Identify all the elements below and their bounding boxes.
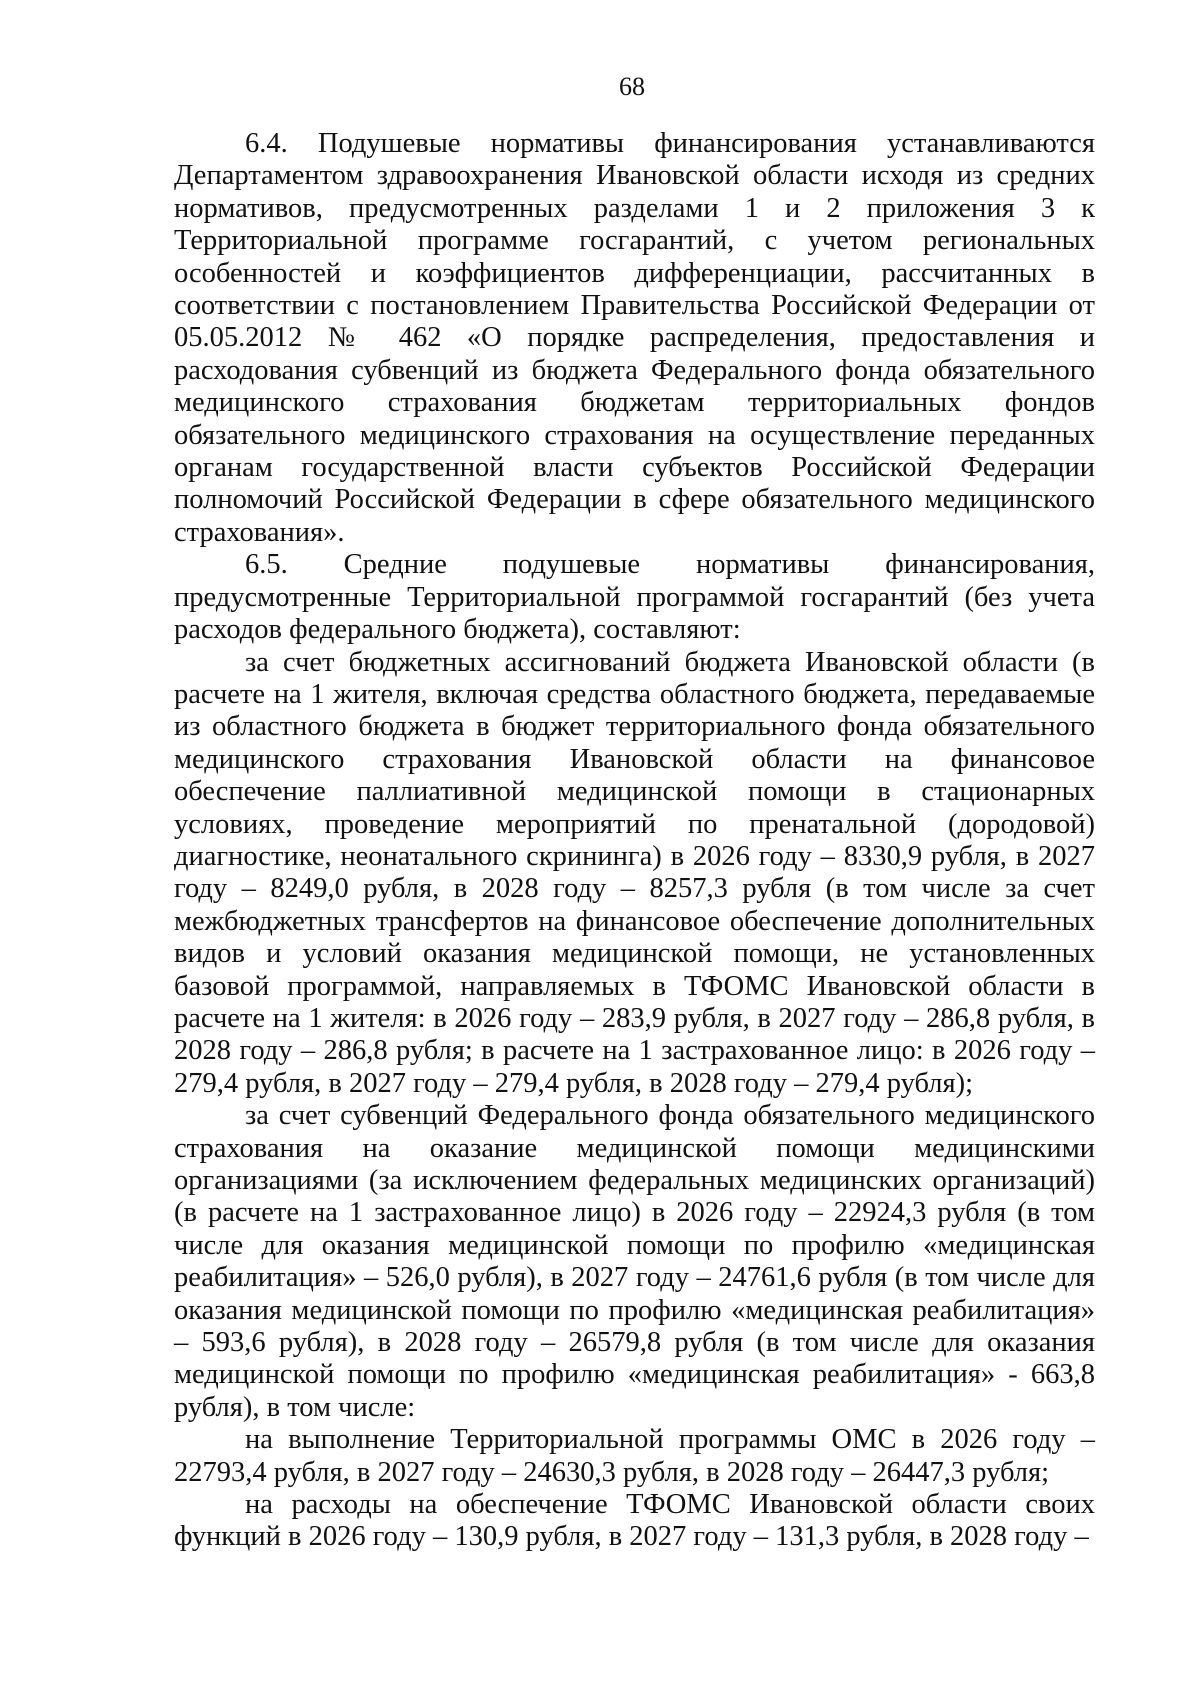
paragraph-6-5: 6.5. Средние подушевые нормативы финансирования, предусмотренные Территориальной программой госгарантий (без учета расходов федерального бюджета), составляют: (174, 549, 1095, 646)
paragraph-6-4: 6.4. Подушевые нормативы финансирования устанавливаются Департаментом здравоохранения Ивановской области исходя из средних нормативов, предусмотренных разделами 1 и 2 приложения 3 к Территориальной программе госгарантий, с учетом региональных особенностей и коэффициентов дифференциации, рассчитанных в соответствии с постановлением Правительства Российской Федерации от 05.05.2012 № 462 «О порядке распределения, предоставления и расходования субвенций из бюджета Федерального фонда обязательного медицинского страхования бюджетам территориальных фондов обязательного медицинского страхования на осуществление переданных органам государственной власти субъектов Российской Федерации полномочий Российской Федерации в сфере обязательного медицинского страхования». (174, 128, 1095, 548)
paragraph-federal-fund-subventions: за счет субвенций Федерального фонда обязательного медицинского страхования на оказание медицинской помощи медицинскими организациями (за исключением федеральных медицинских организаций) (в расчете на 1 застрахованное лицо) в 2026 году – 22924,3 рубля (в том числе для оказания медицинской помощи по профилю «медицинская реабилитация» – 526,0 рубля), в 2027 году – 24761,6 рубля (в том числе для оказания медицинской помощи по профилю «медицинская реабилитация» – 593,6 рубля), в 2028 году – 26579,8 рубля (в том числе для оказания медицинской помощи по профилю «медицинская реабилитация» - 663,8 рубля), в том числе: (174, 1100, 1095, 1423)
paragraph-regional-budget: за счет бюджетных ассигнований бюджета Ивановской области (в расчете на 1 жителя, включая средства областного бюджета, передаваемые из областного бюджета в бюджет территориального фонда обязательного медицинского страхования Ивановской области на финансовое обеспечение паллиативной медицинской помощи в стационарных условиях, проведение мероприятий по пренатальной (дородовой) диагностике, неонатального скрининга) в 2026 году – 8330,9 рубля, в 2027 году – 8249,0 рубля, в 2028 году – 8257,3 рубля (в том числе за счет межбюджетных трансфертов на финансовое обеспечение дополнительных видов и условий оказания медицинской помощи, не установленных базовой программой, направляемых в ТФОМС Ивановской области в расчете на 1 жителя: в 2026 году – 283,9 рубля, в 2027 году – 286,8 рубля, в 2028 году – 286,8 рубля; в расчете на 1 застрахованное лицо: в 2026 году – 279,4 рубля, в 2027 году – 279,4 рубля, в 2028 году – 279,4 рубля); (174, 646, 1095, 1099)
paragraph-fund-functions: на расходы на обеспечение ТФОМС Ивановской области своих функций в 2026 году – 130,9 рубля, в 2027 году – 131,3 рубля, в 2028 году – (174, 1489, 1095, 1553)
document-body (174, 128, 1095, 1554)
page-number: 68 (619, 72, 645, 101)
paragraph-territorial-program: на выполнение Территориальной программы ОМС в 2026 году – 22793,4 рубля, в 2027 году – 24630,3 рубля, в 2028 году – 26447,3 рубля; (174, 1424, 1095, 1488)
